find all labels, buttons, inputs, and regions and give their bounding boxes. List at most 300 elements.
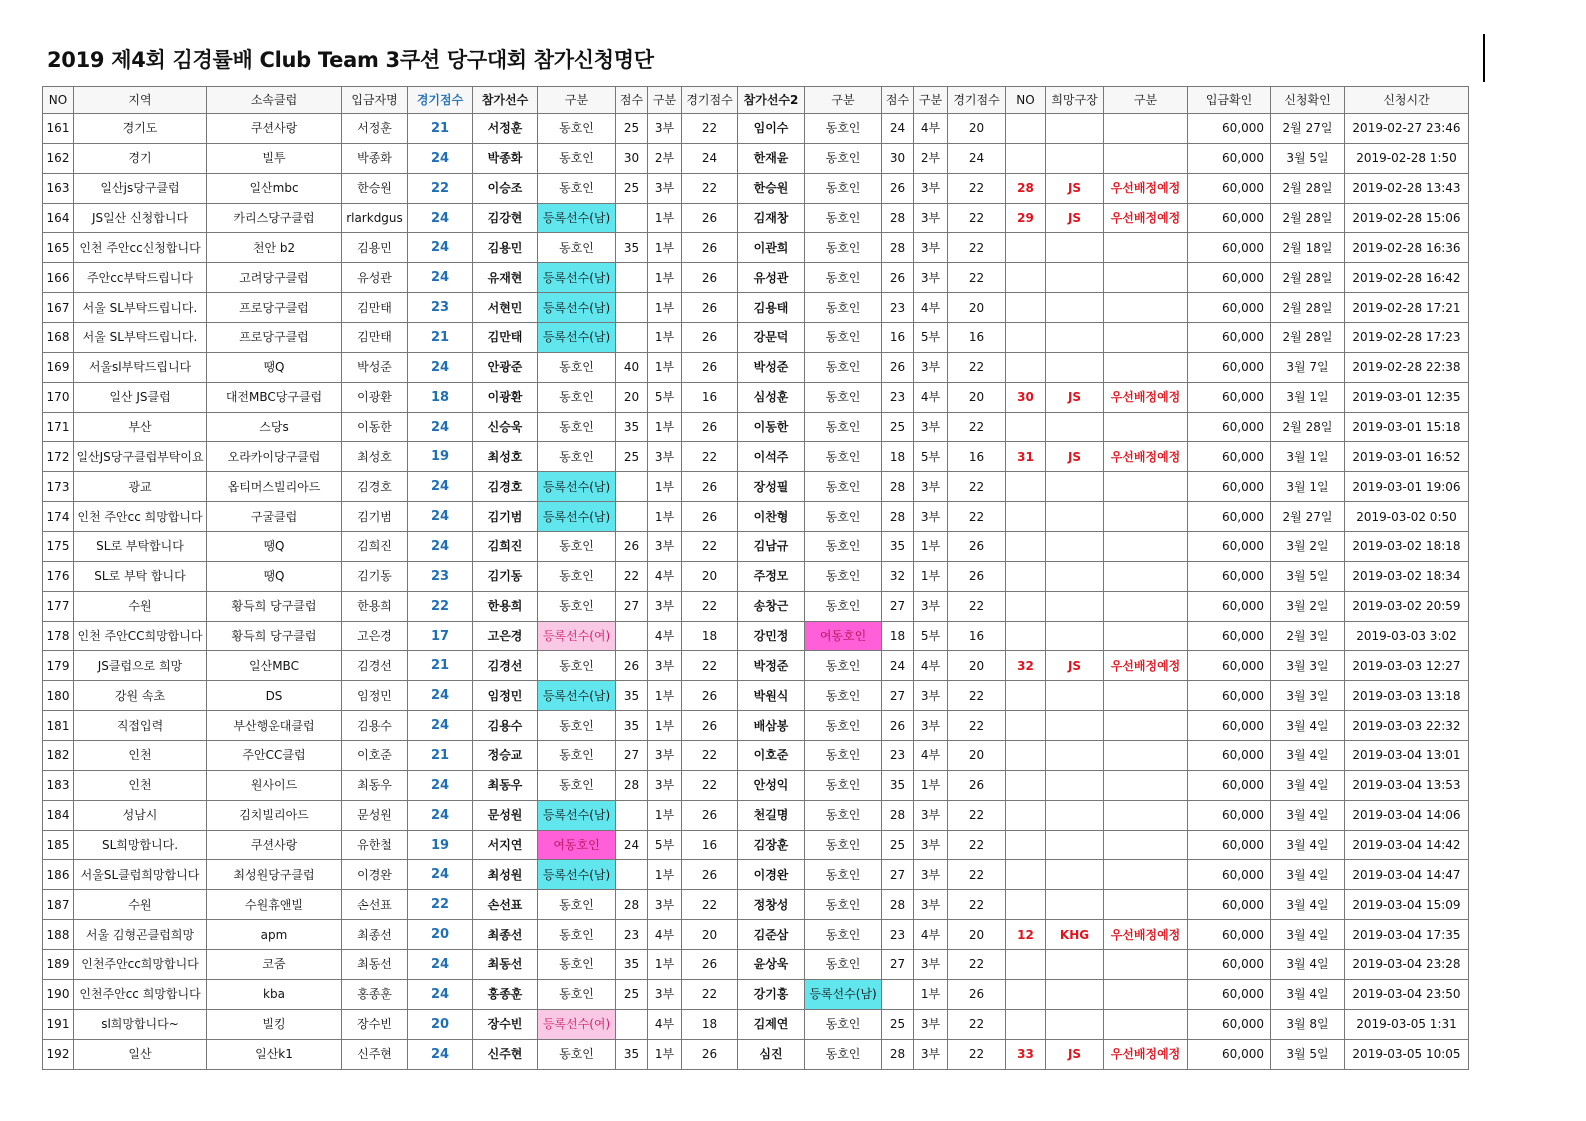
cell-points2: 28: [882, 233, 914, 263]
cell-no: 161: [43, 114, 74, 144]
cell-region: 직접입력: [74, 711, 207, 741]
cell-venue: [1046, 800, 1104, 830]
cell-depositor: 박성준: [342, 352, 408, 382]
cell-match-score: 24: [408, 1039, 473, 1069]
cell-time: 2019-03-04 23:28: [1345, 950, 1469, 980]
table-row: [43, 860, 1469, 890]
cell-venue: [1046, 621, 1104, 651]
cell-no2: 12: [1006, 920, 1046, 950]
cell-type2: 동호인: [805, 502, 882, 532]
cell-division1: 1부: [648, 472, 682, 502]
cell-match-score: 20: [408, 920, 473, 950]
cell-type1: 등록선수(남): [538, 860, 616, 890]
table-row: [43, 741, 1469, 771]
cell-type1: 동호인: [538, 651, 616, 681]
cell-confirm: 3월 4일: [1271, 950, 1345, 980]
header-row: [43, 87, 1469, 114]
cell-player1: 최종선: [473, 920, 538, 950]
cell-division1: 3부: [648, 591, 682, 621]
cell-region: sl희망합니다~: [74, 1009, 207, 1039]
cell-region: 수원: [74, 591, 207, 621]
cell-type2: 동호인: [805, 681, 882, 711]
cell-depositor: 최동우: [342, 770, 408, 800]
cell-player1: 서정훈: [473, 114, 538, 144]
header-player2: 참가선수2: [738, 87, 805, 114]
cell-points2: 35: [882, 770, 914, 800]
table-row: [43, 621, 1469, 651]
cell-match-score1: 24: [682, 143, 738, 173]
cell-payment: 60,000: [1188, 561, 1271, 591]
cell-time: 2019-02-28 17:21: [1345, 293, 1469, 323]
cell-region: 인천 주안cc 희망합니다: [74, 502, 207, 532]
cell-venue: [1046, 293, 1104, 323]
cell-division1: 1부: [648, 203, 682, 233]
cell-match-score1: 26: [682, 800, 738, 830]
cell-depositor: 장수빈: [342, 1009, 408, 1039]
cell-confirm: 2월 28일: [1271, 412, 1345, 442]
cell-confirm: 3월 4일: [1271, 860, 1345, 890]
cell-player1: 최동선: [473, 950, 538, 980]
cell-venue: JS: [1046, 382, 1104, 412]
cell-no: 184: [43, 800, 74, 830]
cell-points2: [882, 979, 914, 1009]
cell-match-score2: 22: [948, 591, 1006, 621]
cell-payment: 60,000: [1188, 591, 1271, 621]
cell-type2: 동호인: [805, 711, 882, 741]
cell-type2: 동호인: [805, 741, 882, 771]
cell-division1: 1부: [648, 800, 682, 830]
table-row: [43, 890, 1469, 920]
cell-type2: 등록선수(남): [805, 979, 882, 1009]
cell-time: 2019-02-28 13:43: [1345, 173, 1469, 203]
cell-player2: 심성훈: [738, 382, 805, 412]
cell-match-score: 18: [408, 382, 473, 412]
cell-type3: 우선배정예정: [1104, 651, 1188, 681]
cell-depositor: 손선표: [342, 890, 408, 920]
cell-type2: 동호인: [805, 114, 882, 144]
cell-division1: 3부: [648, 890, 682, 920]
cell-region: 강원 속초: [74, 681, 207, 711]
cell-points1: [616, 800, 648, 830]
cell-type3: [1104, 890, 1188, 920]
cell-no: 187: [43, 890, 74, 920]
cell-region: 인천 주안CC희망합니다: [74, 621, 207, 651]
cell-points1: 28: [616, 770, 648, 800]
cell-division1: 4부: [648, 621, 682, 651]
cell-region: 일산js당구클럽: [74, 173, 207, 203]
cell-match-score2: 22: [948, 173, 1006, 203]
cell-points1: [616, 203, 648, 233]
cell-player1: 신주현: [473, 1039, 538, 1069]
cell-division2: 3부: [914, 591, 948, 621]
cell-payment: 60,000: [1188, 352, 1271, 382]
cell-match-score2: 22: [948, 263, 1006, 293]
cell-type3: [1104, 741, 1188, 771]
cell-player1: 김경선: [473, 651, 538, 681]
cell-type2: 동호인: [805, 1039, 882, 1069]
cell-points1: 23: [616, 920, 648, 950]
cell-type2: 동호인: [805, 263, 882, 293]
cell-time: 2019-02-27 23:46: [1345, 114, 1469, 144]
cell-type3: [1104, 323, 1188, 353]
cell-time: 2019-03-04 17:35: [1345, 920, 1469, 950]
cell-type3: [1104, 263, 1188, 293]
cell-club: 쿠션사랑: [207, 114, 342, 144]
cell-division1: 4부: [648, 561, 682, 591]
cell-match-score: 24: [408, 532, 473, 562]
cell-depositor: 김기동: [342, 561, 408, 591]
cell-time: 2019-03-04 14:47: [1345, 860, 1469, 890]
cell-no: 172: [43, 442, 74, 472]
cell-division2: 4부: [914, 920, 948, 950]
cell-confirm: 3월 5일: [1271, 561, 1345, 591]
cell-type2: 동호인: [805, 890, 882, 920]
cell-division2: 3부: [914, 950, 948, 980]
cell-club: 카리스당구클럽: [207, 203, 342, 233]
cell-no2: [1006, 293, 1046, 323]
cell-type2: 동호인: [805, 233, 882, 263]
cell-division2: 1부: [914, 532, 948, 562]
cell-venue: [1046, 830, 1104, 860]
cell-time: 2019-03-02 20:59: [1345, 591, 1469, 621]
cell-no: 180: [43, 681, 74, 711]
cell-club: 구굴클럽: [207, 502, 342, 532]
cell-no: 191: [43, 1009, 74, 1039]
cell-confirm: 2월 28일: [1271, 293, 1345, 323]
cell-type3: [1104, 770, 1188, 800]
cell-points2: 26: [882, 711, 914, 741]
cell-no: 167: [43, 293, 74, 323]
cell-player1: 고은경: [473, 621, 538, 651]
cell-match-score2: 16: [948, 323, 1006, 353]
cell-division2: 3부: [914, 502, 948, 532]
cell-venue: [1046, 472, 1104, 502]
cell-type1: 동호인: [538, 591, 616, 621]
cell-venue: JS: [1046, 173, 1104, 203]
cell-player2: 임이수: [738, 114, 805, 144]
cell-points1: [616, 502, 648, 532]
cell-venue: KHG: [1046, 920, 1104, 950]
cell-type2: 동호인: [805, 770, 882, 800]
cell-confirm: 3월 4일: [1271, 800, 1345, 830]
cell-match-score: 24: [408, 352, 473, 382]
table-row: [43, 293, 1469, 323]
cell-depositor: 최성호: [342, 442, 408, 472]
cell-payment: 60,000: [1188, 770, 1271, 800]
cell-venue: [1046, 233, 1104, 263]
cell-match-score2: 20: [948, 651, 1006, 681]
cell-division2: 3부: [914, 830, 948, 860]
cell-type1: 동호인: [538, 741, 616, 771]
cell-confirm: 2월 28일: [1271, 173, 1345, 203]
cell-region: 주안cc부탁드립니다: [74, 263, 207, 293]
cell-no: 163: [43, 173, 74, 203]
cell-player1: 한용희: [473, 591, 538, 621]
cell-match-score1: 22: [682, 591, 738, 621]
cell-type1: 동호인: [538, 382, 616, 412]
cell-time: 2019-03-04 23:50: [1345, 979, 1469, 1009]
cell-no: 164: [43, 203, 74, 233]
cell-match-score2: 20: [948, 920, 1006, 950]
cell-payment: 60,000: [1188, 1039, 1271, 1069]
cell-region: JS일산 신청합니다: [74, 203, 207, 233]
cell-depositor: 이경완: [342, 860, 408, 890]
cell-division2: 3부: [914, 263, 948, 293]
cell-region: 일산: [74, 1039, 207, 1069]
cell-type2: 동호인: [805, 830, 882, 860]
cell-venue: [1046, 352, 1104, 382]
cell-no: 189: [43, 950, 74, 980]
cell-payment: 60,000: [1188, 323, 1271, 353]
cell-match-score: 22: [408, 591, 473, 621]
cell-club: 빌투: [207, 143, 342, 173]
cell-time: 2019-02-28 17:23: [1345, 323, 1469, 353]
cell-type1: 등록선수(남): [538, 502, 616, 532]
cell-division1: 1부: [648, 263, 682, 293]
table-row: [43, 1039, 1469, 1069]
cell-division2: 3부: [914, 800, 948, 830]
cell-match-score2: 20: [948, 741, 1006, 771]
cell-points1: 20: [616, 382, 648, 412]
cell-time: 2019-03-03 13:18: [1345, 681, 1469, 711]
header-type2: 구분: [805, 87, 882, 114]
cell-division1: 1부: [648, 950, 682, 980]
cell-type3: [1104, 979, 1188, 1009]
cell-confirm: 3월 8일: [1271, 1009, 1345, 1039]
cell-type1: 동호인: [538, 1039, 616, 1069]
cell-points1: 35: [616, 1039, 648, 1069]
cell-no: 190: [43, 979, 74, 1009]
cell-type3: [1104, 830, 1188, 860]
cell-confirm: 3월 2일: [1271, 532, 1345, 562]
cell-type2: 동호인: [805, 472, 882, 502]
cell-confirm: 3월 4일: [1271, 920, 1345, 950]
cell-player2: 윤상욱: [738, 950, 805, 980]
cell-match-score1: 22: [682, 173, 738, 203]
cell-no: 165: [43, 233, 74, 263]
cell-division2: 1부: [914, 770, 948, 800]
cell-time: 2019-03-04 15:09: [1345, 890, 1469, 920]
cell-match-score1: 26: [682, 860, 738, 890]
table-row: [43, 502, 1469, 532]
cell-player2: 김용태: [738, 293, 805, 323]
cell-player1: 김용민: [473, 233, 538, 263]
cell-player1: 최성호: [473, 442, 538, 472]
cell-type3: [1104, 711, 1188, 741]
cell-points1: 27: [616, 741, 648, 771]
cell-type1: 동호인: [538, 979, 616, 1009]
cell-match-score: 20: [408, 1009, 473, 1039]
page-title: 2019 제4회 김경률배 Club Team 3쿠션 당구대회 참가신청명단: [47, 48, 654, 72]
cell-confirm: 3월 4일: [1271, 830, 1345, 860]
cell-match-score1: 26: [682, 711, 738, 741]
cell-player1: 장수빈: [473, 1009, 538, 1039]
cell-venue: [1046, 412, 1104, 442]
cell-match-score: 24: [408, 203, 473, 233]
cell-points1: 25: [616, 114, 648, 144]
cell-match-score2: 22: [948, 472, 1006, 502]
cell-type1: 동호인: [538, 143, 616, 173]
cell-points2: 28: [882, 1039, 914, 1069]
cell-time: 2019-03-05 1:31: [1345, 1009, 1469, 1039]
cell-player1: 정승교: [473, 741, 538, 771]
cell-depositor: 신주현: [342, 1039, 408, 1069]
cell-match-score: 22: [408, 173, 473, 203]
cell-time: 2019-03-01 16:52: [1345, 442, 1469, 472]
cell-points2: 23: [882, 920, 914, 950]
cell-points2: 24: [882, 651, 914, 681]
cell-type2: 동호인: [805, 561, 882, 591]
vertical-divider: [1483, 34, 1485, 82]
cell-division1: 3부: [648, 651, 682, 681]
cell-venue: JS: [1046, 203, 1104, 233]
cell-type3: [1104, 621, 1188, 651]
cell-no: 182: [43, 741, 74, 771]
cell-player2: 한재윤: [738, 143, 805, 173]
cell-type2: 동호인: [805, 293, 882, 323]
cell-type3: [1104, 114, 1188, 144]
cell-player2: 이석주: [738, 442, 805, 472]
cell-confirm: 3월 4일: [1271, 979, 1345, 1009]
cell-payment: 60,000: [1188, 920, 1271, 950]
cell-confirm: 2월 27일: [1271, 502, 1345, 532]
table-row: [43, 770, 1469, 800]
cell-time: 2019-03-04 13:01: [1345, 741, 1469, 771]
cell-venue: [1046, 114, 1104, 144]
cell-type2: 동호인: [805, 860, 882, 890]
cell-player1: 김희진: [473, 532, 538, 562]
cell-region: 경기도: [74, 114, 207, 144]
cell-type1: 동호인: [538, 114, 616, 144]
cell-type2: 동호인: [805, 412, 882, 442]
cell-type1: 동호인: [538, 561, 616, 591]
cell-region: 일산JS당구클럽부탁이요: [74, 442, 207, 472]
cell-points1: [616, 293, 648, 323]
cell-depositor: 홍종훈: [342, 979, 408, 1009]
header-time: 신청시간: [1345, 87, 1469, 114]
cell-type3: [1104, 293, 1188, 323]
cell-payment: 60,000: [1188, 979, 1271, 1009]
cell-division1: 1부: [648, 412, 682, 442]
cell-confirm: 3월 4일: [1271, 741, 1345, 771]
table-row: [43, 263, 1469, 293]
header-division1: 구분: [648, 87, 682, 114]
cell-no: 166: [43, 263, 74, 293]
cell-type2: 동호인: [805, 203, 882, 233]
cell-match-score: 19: [408, 830, 473, 860]
cell-match-score: 21: [408, 323, 473, 353]
cell-division2: 4부: [914, 651, 948, 681]
cell-points1: 26: [616, 532, 648, 562]
cell-match-score: 19: [408, 442, 473, 472]
table-row: [43, 591, 1469, 621]
cell-depositor: 이광환: [342, 382, 408, 412]
cell-player2: 박원식: [738, 681, 805, 711]
cell-no: 188: [43, 920, 74, 950]
cell-depositor: 서정훈: [342, 114, 408, 144]
cell-type1: 동호인: [538, 920, 616, 950]
cell-match-score: 24: [408, 263, 473, 293]
cell-match-score: 24: [408, 770, 473, 800]
cell-no: 175: [43, 532, 74, 562]
cell-points2: 35: [882, 532, 914, 562]
cell-no: 169: [43, 352, 74, 382]
cell-points1: 26: [616, 651, 648, 681]
cell-venue: [1046, 1009, 1104, 1039]
header-type3: 구분: [1104, 87, 1188, 114]
cell-type2: 동호인: [805, 920, 882, 950]
cell-no2: [1006, 830, 1046, 860]
cell-match-score1: 22: [682, 442, 738, 472]
cell-payment: 60,000: [1188, 890, 1271, 920]
cell-player1: 김만태: [473, 323, 538, 353]
cell-match-score2: 22: [948, 1039, 1006, 1069]
cell-no2: [1006, 860, 1046, 890]
cell-venue: [1046, 711, 1104, 741]
cell-venue: [1046, 263, 1104, 293]
cell-match-score2: 22: [948, 860, 1006, 890]
cell-player1: 김기동: [473, 561, 538, 591]
cell-points1: 25: [616, 173, 648, 203]
cell-division2: 3부: [914, 203, 948, 233]
cell-confirm: 3월 5일: [1271, 1039, 1345, 1069]
cell-points1: [616, 860, 648, 890]
cell-depositor: 최종선: [342, 920, 408, 950]
cell-division2: 3부: [914, 1009, 948, 1039]
cell-no: 173: [43, 472, 74, 502]
cell-no2: [1006, 621, 1046, 651]
cell-type3: [1104, 233, 1188, 263]
cell-division2: 3부: [914, 233, 948, 263]
cell-region: 인천: [74, 770, 207, 800]
cell-type2: 동호인: [805, 950, 882, 980]
cell-division1: 3부: [648, 442, 682, 472]
cell-points1: [616, 323, 648, 353]
cell-match-score2: 22: [948, 352, 1006, 382]
cell-points1: [616, 1009, 648, 1039]
cell-player2: 김재창: [738, 203, 805, 233]
cell-division2: 2부: [914, 143, 948, 173]
cell-points2: 26: [882, 173, 914, 203]
cell-match-score1: 22: [682, 979, 738, 1009]
cell-points2: 18: [882, 621, 914, 651]
cell-player2: 이관희: [738, 233, 805, 263]
cell-payment: 60,000: [1188, 233, 1271, 263]
cell-division1: 1부: [648, 711, 682, 741]
cell-payment: 60,000: [1188, 502, 1271, 532]
cell-match-score: 21: [408, 651, 473, 681]
cell-player2: 이찬형: [738, 502, 805, 532]
cell-match-score2: 22: [948, 203, 1006, 233]
cell-division2: 4부: [914, 382, 948, 412]
cell-points2: 28: [882, 800, 914, 830]
cell-points2: 27: [882, 591, 914, 621]
cell-no2: [1006, 352, 1046, 382]
cell-points1: 35: [616, 233, 648, 263]
header-match-score2: 경기점수: [948, 87, 1006, 114]
cell-time: 2019-02-28 16:36: [1345, 233, 1469, 263]
cell-type2: 동호인: [805, 323, 882, 353]
cell-depositor: 김만태: [342, 323, 408, 353]
cell-match-score1: 26: [682, 412, 738, 442]
cell-type2: 여동호인: [805, 621, 882, 651]
cell-player1: 김강현: [473, 203, 538, 233]
cell-venue: JS: [1046, 1039, 1104, 1069]
cell-region: 성남시: [74, 800, 207, 830]
cell-venue: JS: [1046, 442, 1104, 472]
cell-player2: 송창근: [738, 591, 805, 621]
cell-type2: 동호인: [805, 442, 882, 472]
